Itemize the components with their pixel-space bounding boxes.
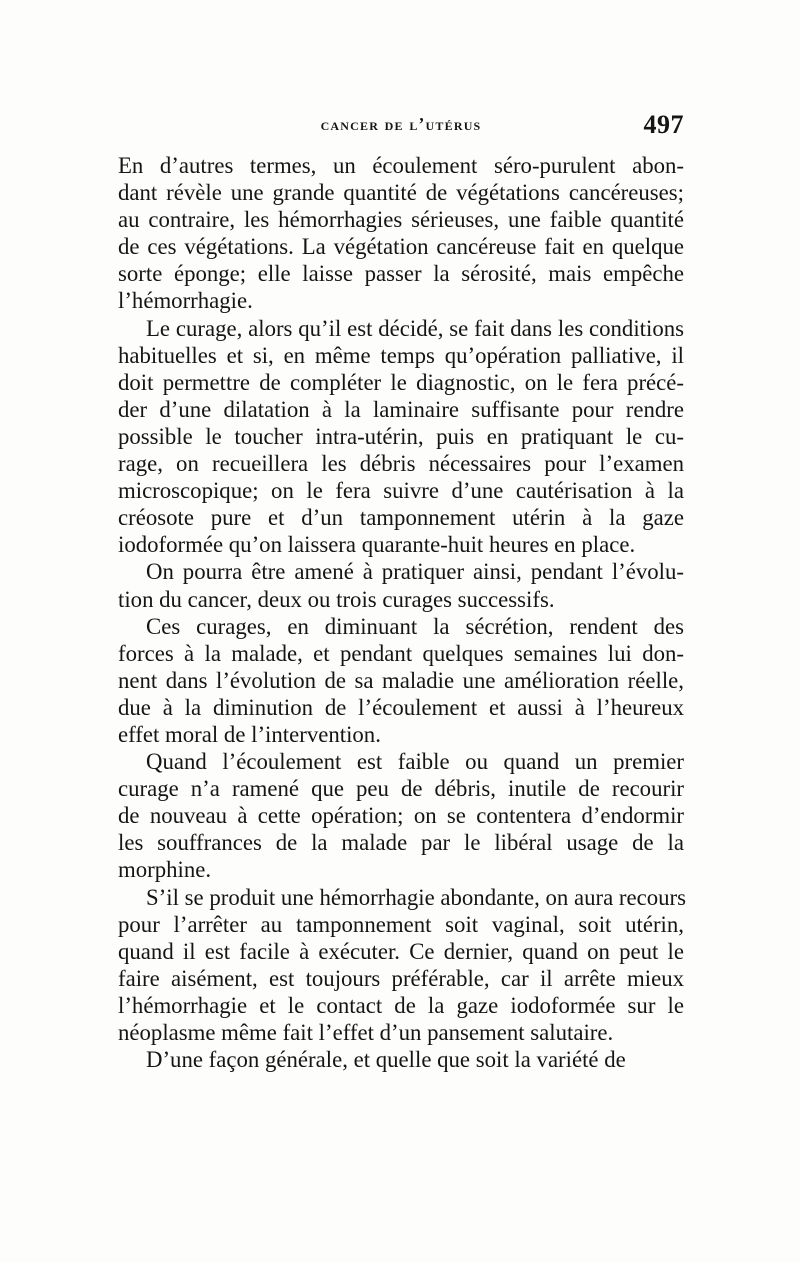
text-line: faire aisément, est toujours préférable, car il arrête mieux (118, 965, 684, 991)
text-line: dant révèle une grande quantité de végétations cancéreuses; (118, 180, 684, 206)
text-line: néoplasme même fait l’effet d’un pansement salutaire. (118, 1020, 614, 1045)
paragraph (118, 558, 684, 612)
text-line: tion du cancer, deux ou trois curages successifs. (118, 586, 555, 612)
text-line: nent dans l’évolution de sa maladie une amélioration réelle, (118, 667, 684, 693)
text-line: D’une façon générale, et quelle que soit la variété de (146, 1047, 626, 1073)
text-line: habituelles et si, en même temps qu’opération palliative, il (118, 342, 684, 368)
paragraph (118, 613, 684, 748)
page-number: 497 (643, 110, 684, 139)
text-line: En d’autres termes, un écoulement séro-purulent abon- (118, 153, 684, 178)
text-line: forces à la malade, et pendant quelques semaines lui don- (118, 640, 684, 666)
text-line: possible le toucher intra-utérin, puis en pratiquant le cu- (118, 423, 684, 449)
text-line: Le curage, alors qu’il est décidé, se fait dans les conditions (146, 315, 684, 341)
text-line: créosote pure et d’un tamponnement utérin à la gaze (118, 505, 684, 531)
text-line: due à la diminution de l’écoulement et aussi à l’heureux (118, 694, 684, 720)
text-line: microscopique; on le fera suivre d’une cautérisation à la (118, 478, 684, 504)
page-header (118, 112, 684, 142)
running-head: cancer de l’utérus (320, 114, 482, 134)
text-line: quand il est facile à exécuter. Ce dernier, quand on peut le (118, 938, 684, 964)
text-line: de ces végétations. La végétation cancéreuse fait en quelque (118, 234, 684, 260)
text-line: doit permettre de compléter le diagnostic, on le fera précé- (118, 369, 684, 395)
text-line: Ces curages, en diminuant la sécrétion, rendent des (146, 613, 684, 639)
paragraph (118, 315, 684, 559)
text-line: der d’une dilatation à la laminaire suffisante pour rendre (118, 396, 684, 422)
text-line: l’hémorrhagie et le contact de la gaze iodoformée sur le (118, 992, 684, 1018)
text-line: pour l’arrêter au tamponnement soit vaginal, soit utérin, (118, 911, 684, 937)
text-line: au contraire, les hémorrhagies sérieuses, une faible quantité (118, 207, 684, 233)
text-line: de nouveau à cette opération; on se contentera d’endormir (118, 803, 684, 829)
text-line: sorte éponge; elle laisse passer la sérosité, mais empêche (118, 261, 684, 287)
text-line: effet moral de l’intervention. (118, 721, 381, 747)
text-line: rage, on recueillera les débris nécessaires pour l’examen (118, 451, 684, 477)
paragraph (118, 748, 684, 883)
text-line: l’hémorrhagie. (118, 288, 253, 314)
text-line: les souffrances de la malade par le libéral usage de la (118, 830, 684, 856)
body-text (118, 152, 684, 1073)
paragraph (118, 884, 684, 1047)
text-line: curage n’a ramené que peu de débris, inutile de recourir (118, 776, 684, 802)
text-line: iodoformée qu’on laissera quarante-huit heures en place. (118, 532, 636, 558)
text-line: Quand l’écoulement est faible ou quand un premier (146, 749, 684, 775)
text-line: S’il se produit une hémorrhagie abondante, on aura recours (146, 884, 686, 910)
paragraph (118, 152, 684, 315)
text-line: On pourra être amené à pratiquer ainsi, pendant l’évolu- (146, 559, 684, 585)
text-line: morphine. (118, 857, 212, 883)
paragraph (118, 1046, 684, 1073)
